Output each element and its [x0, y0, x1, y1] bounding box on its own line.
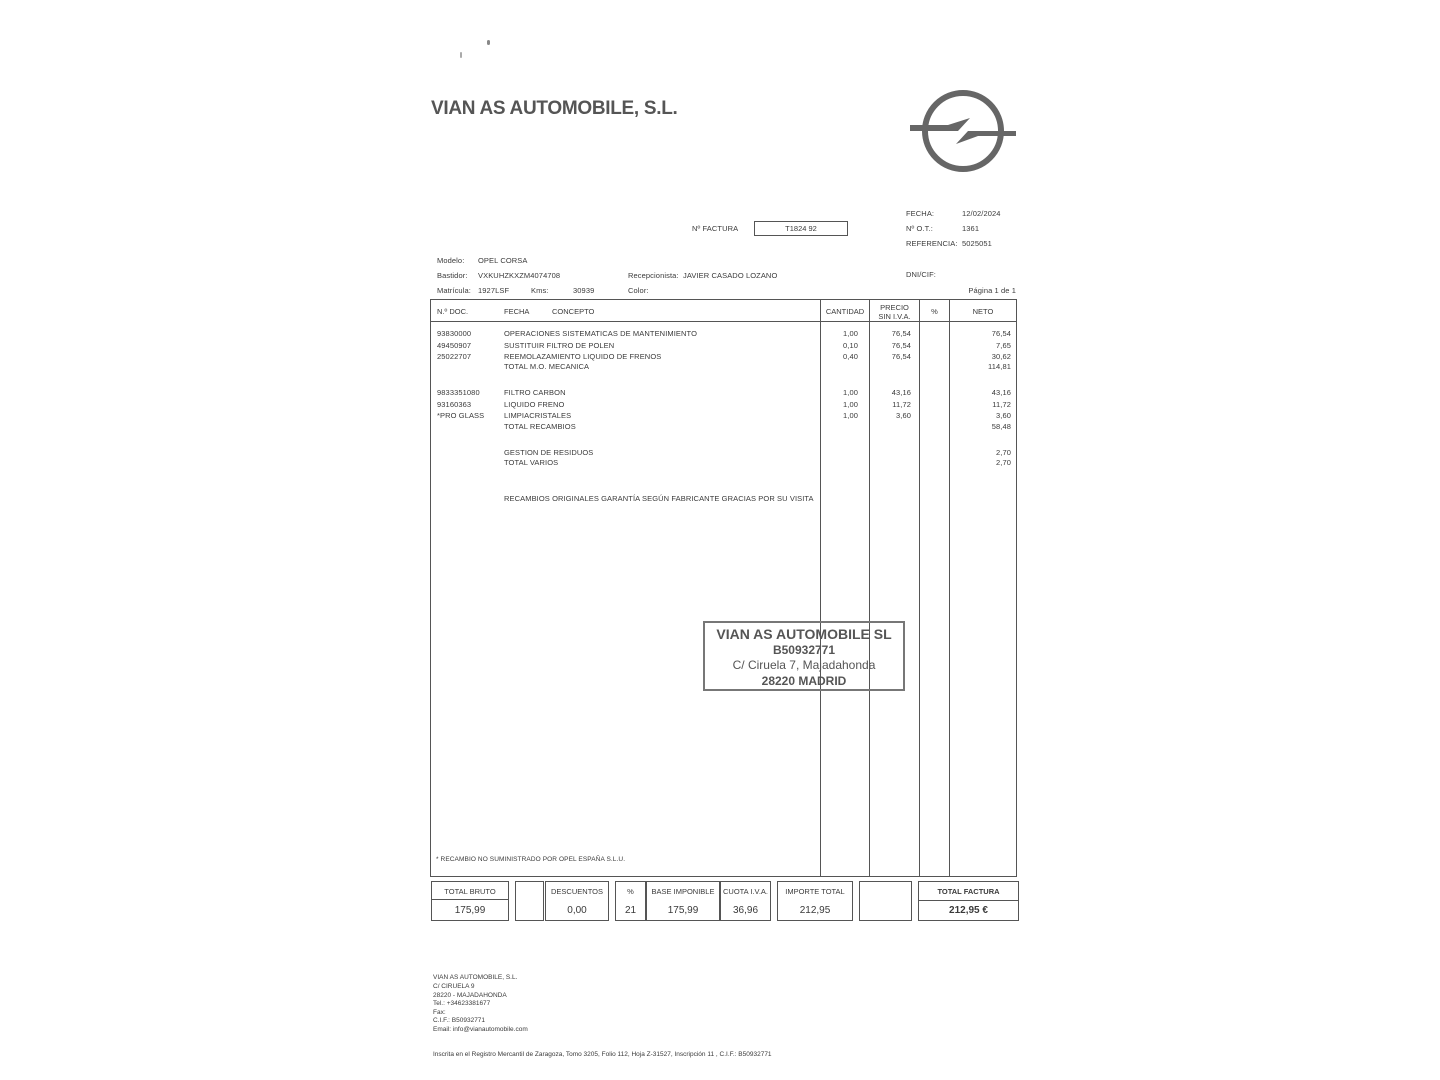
descuentos-value: 0,00 — [567, 905, 587, 916]
scan-speck — [460, 52, 462, 58]
total-factura-value: 212,95 € — [949, 905, 988, 916]
total-bruto-box — [431, 881, 509, 921]
items-table — [430, 299, 1017, 877]
iva-pct-value: 21 — [624, 905, 637, 916]
scan-speck — [487, 40, 490, 45]
fecha-label: FECHA: — [906, 209, 935, 218]
cuota-iva-label: CUOTA I.V.A. — [722, 887, 768, 896]
fecha-value: 12/02/2024 — [962, 209, 1001, 218]
row-neto: 76,54 — [991, 329, 1011, 338]
total-bruto-value: 175,99 — [454, 905, 486, 916]
recepcionista-label: Recepcionista: — [628, 271, 679, 280]
row-neto: 58,48 — [991, 422, 1011, 431]
opel-logo-icon — [908, 88, 1018, 176]
row-doc: 93160363 — [437, 400, 472, 409]
row-concepto: FILTRO CARBON — [504, 388, 566, 397]
row-neto: 3,60 — [996, 411, 1011, 420]
col-header-doc: N.º DOC. — [437, 307, 469, 316]
base-imponible-label: BASE IMPONIBLE — [651, 887, 715, 896]
row-doc: 49450907 — [437, 341, 472, 350]
modelo-label: Modelo: — [437, 256, 465, 265]
warranty-note: RECAMBIOS ORIGINALES GARANTÍA SEGÚN FABRICANTE GRACIAS POR SU VISITA — [504, 494, 814, 503]
factura-label: Nº FACTURA — [692, 224, 739, 233]
recepcionista-value: JAVIER CASADO LOZANO — [683, 271, 778, 280]
row-concepto: TOTAL RECAMBIOS — [504, 422, 576, 431]
footer-line: 28220 - MAJADAHONDA — [433, 992, 507, 999]
row-concepto: SUSTITUIR FILTRO DE POLEN — [504, 341, 615, 350]
row-concepto: LIMPIACRISTALES — [504, 411, 572, 420]
row-neto: 2,70 — [996, 458, 1011, 467]
matricula-label: Matrícula: — [437, 286, 471, 295]
row-doc: 9833351080 — [437, 388, 480, 397]
footer-line: Tel.: +34623381677 — [433, 1000, 491, 1007]
row-cantidad: 1,00 — [843, 411, 858, 420]
bastidor-label: Bastidor: — [437, 271, 468, 280]
row-doc: *PRO GLASS — [437, 411, 485, 420]
cuota-iva-value: 36,96 — [732, 905, 759, 916]
footer-line: C.I.F.: B50932771 — [433, 1017, 486, 1024]
row-precio: 76,54 — [891, 329, 911, 338]
importe-total-value: 212,95 — [799, 905, 831, 916]
stamp-line: B50932771 — [772, 642, 836, 657]
row-cantidad: 1,00 — [843, 329, 858, 338]
modelo-value: OPEL CORSA — [478, 256, 528, 265]
empty-box — [859, 881, 912, 921]
row-concepto: REEMOLAZAMIENTO LIQUIDO DE FRENOS — [504, 352, 662, 361]
row-concepto: TOTAL VARIOS — [504, 458, 559, 467]
dni-label: DNI/CIF: — [906, 270, 936, 279]
descuentos-box — [545, 881, 609, 921]
bastidor-value: VXKUHZKXZM4074708 — [478, 271, 561, 280]
footer-line: C/ CIRUELA 9 — [433, 983, 475, 990]
page-number: Página 1 de 1 — [968, 286, 1016, 295]
row-neto: 2,70 — [996, 448, 1011, 457]
total-bruto-label: TOTAL BRUTO — [444, 887, 496, 896]
row-precio: 76,54 — [891, 352, 911, 361]
column-divider — [869, 299, 870, 877]
col-header-pct: % — [931, 307, 938, 316]
row-concepto: TOTAL M.O. MECANICA — [504, 362, 590, 371]
row-precio: 76,54 — [891, 341, 911, 350]
factura-number: T1824 92 — [754, 221, 848, 236]
stamp-line: C/ Ciruela 7, Majadahonda — [732, 658, 876, 672]
row-neto: 7,65 — [996, 341, 1011, 350]
row-concepto: LIQUIDO FRENO — [504, 400, 565, 409]
registro-mercantil: Inscrita en el Registro Mercantil de Zaragoza, Tomo 3205, Folio 112, Hoja Z-31527, Inscripción 11 , C.I.F.: B50932771 — [433, 1051, 772, 1058]
column-divider — [949, 299, 950, 877]
col-header-fecha: FECHA — [504, 307, 530, 316]
color-label: Color: — [628, 286, 649, 295]
row-neto: 43,16 — [991, 388, 1011, 397]
row-cantidad: 1,00 — [843, 400, 858, 409]
stamp-line: VIAN AS AUTOMOBILE SL — [716, 626, 892, 642]
col-header-precio: PRECIO — [880, 303, 909, 312]
ot-value: 1361 — [962, 224, 980, 233]
importe-total-box — [777, 881, 853, 921]
footer-line: Fax: — [433, 1009, 446, 1016]
cuota-iva-box — [720, 881, 771, 921]
row-neto: 30,62 — [991, 352, 1011, 361]
col-header-sin-iva: SIN I.V.A. — [878, 312, 911, 321]
column-divider — [820, 299, 821, 877]
kms-value: 30939 — [573, 286, 595, 295]
company-stamp — [703, 621, 905, 691]
row-doc: 25022707 — [437, 352, 472, 361]
referencia-label: REFERENCIA: — [906, 239, 958, 248]
referencia-value: 5025051 — [962, 239, 992, 248]
total-factura-box — [918, 881, 1019, 921]
ot-label: Nº O.T.: — [906, 224, 933, 233]
matricula-value: 1927LSF — [478, 286, 510, 295]
row-precio: 43,16 — [891, 388, 911, 397]
company-name: VIAN AS AUTOMOBILE, S.L. — [431, 98, 678, 119]
row-neto: 11,72 — [992, 400, 1011, 409]
row-cantidad: 0,40 — [843, 352, 858, 361]
row-precio: 11,72 — [892, 400, 911, 409]
footer-line: VIAN AS AUTOMOBILE, S.L. — [433, 974, 518, 981]
column-divider — [919, 299, 920, 877]
iva-pct-label: % — [627, 887, 634, 896]
kms-label: Kms: — [531, 286, 549, 295]
col-header-cantidad: CANTIDAD — [825, 307, 865, 316]
table-header-divider — [430, 321, 1017, 322]
row-neto: 114,81 — [988, 362, 1011, 371]
empty-box — [515, 881, 544, 921]
base-imponible-box — [646, 881, 720, 921]
descuentos-label: DESCUENTOS — [551, 887, 603, 896]
col-header-concepto: CONCEPTO — [552, 307, 595, 316]
footer-line: Email: info@vianautomobile.com — [433, 1026, 528, 1033]
row-precio: 3,60 — [896, 411, 911, 420]
row-concepto: OPERACIONES SISTEMATICAS DE MANTENIMIENTO — [504, 329, 698, 338]
row-cantidad: 1,00 — [843, 388, 858, 397]
row-cantidad: 0,10 — [843, 341, 858, 350]
importe-total-label: IMPORTE TOTAL — [785, 887, 845, 896]
col-header-neto: NETO — [972, 307, 994, 316]
base-imponible-value: 175,99 — [667, 905, 699, 916]
row-doc: 93830000 — [437, 329, 472, 338]
row-concepto: GESTION DE RESIDUOS — [504, 448, 594, 457]
footnote: * RECAMBIO NO SUMINISTRADO POR OPEL ESPAÑA S.L.U. — [436, 856, 626, 863]
iva-pct-box — [615, 881, 646, 921]
total-factura-label: TOTAL FACTURA — [937, 887, 1000, 896]
stamp-line: 28220 MADRID — [761, 673, 847, 688]
